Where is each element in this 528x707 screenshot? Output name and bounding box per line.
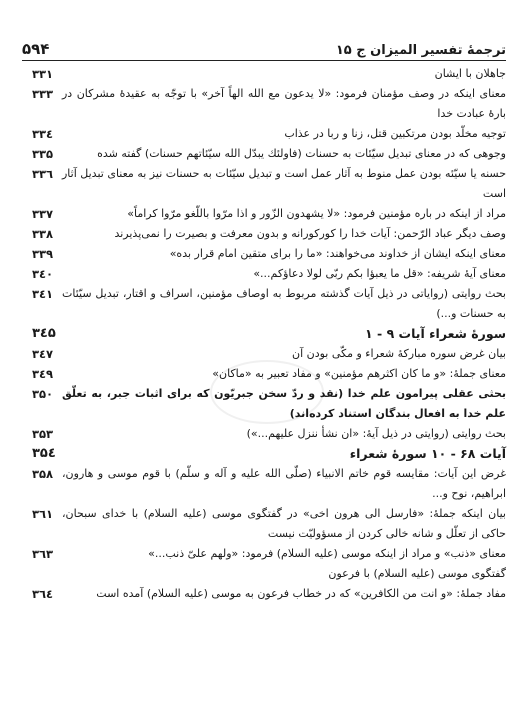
index-entry	[22, 584, 506, 604]
index-entry	[22, 264, 506, 284]
entry-text: سورهٔ شعراء آیات ۹ - ۱	[365, 326, 506, 341]
index-entry	[22, 544, 506, 564]
index-entry	[22, 504, 506, 544]
entry-text: معنای اینکه در وصف مؤمنان فرمود: «لا یدعون مع الله الهاً آخر» با توجّه به عقیدهٔ مشرکان در بارهٔ عبادت خدا	[62, 87, 506, 120]
entry-text: وصف دیگر عباد الرّحمن: آیات خدا را کورکورانه و بدون معرفت و بصیرت را نمی‌پذیرند	[114, 227, 506, 240]
entry-page-number: ۳۳۵	[32, 147, 54, 161]
index-entry	[22, 204, 506, 224]
entry-text: غرض این آیات: مقایسه قوم خاتم الانبیاء (صلّی الله علیه و آله و سلّم) با قوم موسی و هارون، ابراهیم، نوح و...	[62, 467, 506, 500]
entry-page-number: ۳٦۱	[32, 507, 54, 521]
entry-page-number: ۳۳۱	[32, 67, 54, 81]
index-entry	[22, 84, 506, 124]
entry-text: معنای آیهٔ شریفه: «قل ما یعبؤا بکم ربّی لولا دعاؤکم...»	[253, 267, 506, 280]
entry-text: وجوهی که در معنای تبدیل سیّئات به حسنات (فاولئك یبدّل الله سیّئاتهم حسنات) گفته شده	[97, 147, 506, 160]
index-entry	[22, 244, 506, 264]
entry-text: آیات ۶۸ - ۱۰ سورهٔ شعراء	[349, 446, 506, 461]
index-entry	[22, 364, 506, 384]
header-rule	[22, 60, 506, 61]
entry-text: گفتگوی موسی (علیه السلام) با فرعون	[328, 567, 506, 580]
index-entry	[22, 284, 506, 324]
index-entry	[22, 64, 506, 84]
index-entry	[22, 424, 506, 444]
index-entry	[22, 344, 506, 364]
entry-page-number: ۳٤۹	[32, 367, 54, 381]
entry-text: بیان غرض سوره مبارکهٔ شعراء و مکّی بودن آن	[291, 347, 506, 360]
index-entry	[22, 164, 506, 204]
entry-page-number: ۳۳۹	[32, 247, 54, 261]
entry-page-number: ۳۵۸	[32, 467, 54, 481]
entry-text: توجیه مخلّد بودن مرتکبین قتل، زنا و ربا در عذاب	[284, 127, 506, 140]
entry-page-number: ۳٤۱	[32, 287, 54, 301]
entry-page-number: ۳٦۳	[32, 547, 54, 561]
entry-text: جاهلان با ایشان	[434, 67, 506, 80]
entry-text: معنای جملهٔ: «و ما کان اکثرهم مؤمنین» و مفاد تعبیر به «ماکان»	[212, 367, 506, 380]
entry-page-number: ۳۳٤	[32, 127, 54, 141]
entry-text: بحث روایتی (روایاتی در ذیل آیات گذشته مربوط به اوصاف مؤمنین، اسراف و اقتار، تبدیل سیّئات به حسنات و...)	[62, 287, 506, 320]
entry-page-number: ۳۳٦	[32, 167, 54, 181]
entry-page-number: ۳٦٤	[32, 587, 54, 601]
entry-text: بحثی عقلی پیرامون علم خدا (نقد و ردّ سخن جبریّون که برای اثبات جبر، به تعلّق علم خدا به افعال بندگان استناد کرده‌اند)	[62, 387, 506, 420]
entry-text: بیان اینکه جملهٔ: «فارسل الی هرون اخی» در گفتگوی موسی (علیه السلام) با خدای سبحان، حاکی از تعلّل و شانه خالی کردن از مسؤولیّت نیست	[62, 507, 506, 540]
entry-page-number: ۳۵۰	[32, 387, 54, 401]
entry-page-number: ۳۳۳	[32, 87, 54, 101]
entry-text: مفاد جملهٔ: «و انت من الکافرین» که در خطاب فرعون به موسی (علیه السلام) آمده است	[96, 587, 506, 600]
entry-page-number: ۳۵٤	[32, 446, 56, 461]
running-title: ترجمهٔ تفسیر المیزان ج ۱۵	[335, 43, 506, 58]
entry-text: بحث روایتی (روایتی در ذیل آیهٔ: «ان نشأ ننزل علیهم...»)	[246, 427, 506, 440]
entry-page-number: ۳۳۸	[32, 227, 54, 241]
entry-page-number: ۳٤۷	[32, 347, 54, 361]
page-header	[22, 34, 506, 58]
entry-text: معنای اینکه ایشان از خداوند می‌خواهند: «ما را برای متقین امام قرار بده»	[169, 247, 506, 260]
index-entry	[22, 144, 506, 164]
entry-page-number: ۳٤۵	[32, 326, 56, 341]
index-entry	[22, 564, 506, 584]
page-number: ۵۹۴	[22, 40, 50, 58]
entry-text: مراد از اینکه در باره مؤمنین فرمود: «لا یشهدون الزّور و اذا مرّوا باللّغو مرّوا کراماً»	[127, 207, 506, 220]
entry-page-number: ۳۵۳	[32, 427, 54, 441]
section-heading	[22, 444, 506, 464]
index-entry	[22, 124, 506, 144]
index-entry	[22, 384, 506, 424]
entry-text: معنای «ذنب» و مراد از اینکه موسی (علیه السلام) فرمود: «ولهم علیّ ذنب...»	[148, 547, 506, 560]
entry-page-number: ۳۳۷	[32, 207, 54, 221]
index-entry	[22, 224, 506, 244]
entry-text: حسنه یا سیّئه بودن عمل منوط به آثار عمل است و تبدیل سیّئات به حسنات نیز به معنای تبدیل آثار است	[62, 167, 506, 200]
index-entry	[22, 464, 506, 504]
section-heading	[22, 324, 506, 344]
entry-page-number: ۳٤۰	[32, 267, 54, 281]
index-entries	[22, 64, 506, 604]
